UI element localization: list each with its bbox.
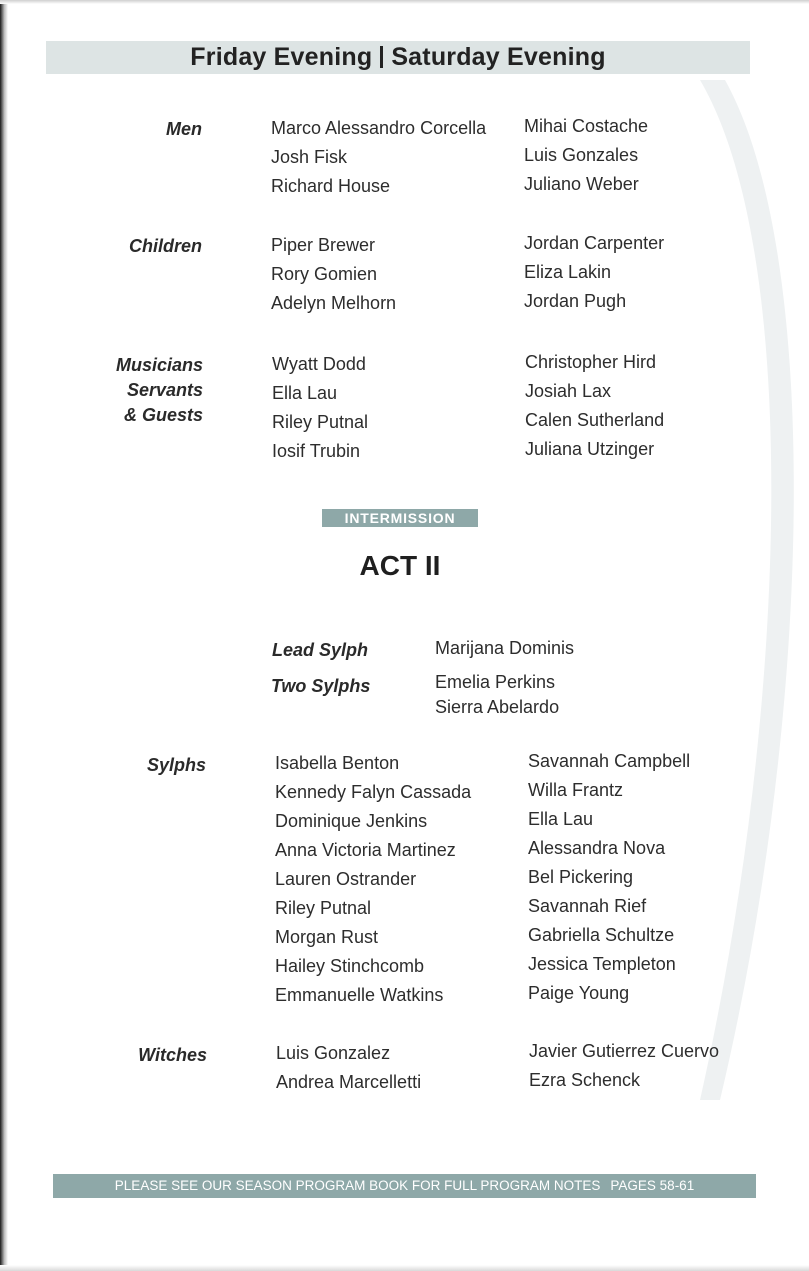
cast-column-friday [271, 114, 486, 201]
cast-name: Willa Frantz [528, 780, 624, 800]
header-divider [380, 46, 383, 68]
cast-name: Jessica Templeton [528, 954, 676, 974]
role-sylphs: Sylphs [146, 755, 206, 775]
cast-name: Richard House [271, 176, 391, 196]
cast-name: Rory Gomien [271, 264, 378, 284]
cast-name: Savannah Rief [528, 896, 647, 916]
cast-name: Gabriella Schultze [528, 925, 675, 945]
cast-name: Riley Putnal [275, 898, 372, 918]
act-title: ACT II [359, 550, 441, 581]
cast-column-saturday [529, 1037, 719, 1095]
cast-name: Hailey Stinchcomb [275, 956, 425, 976]
cast-name: Isabella Benton [275, 753, 400, 773]
cast-name: Ella Lau [528, 809, 594, 829]
cast-name: Javier Gutierrez Cuervo [529, 1041, 720, 1061]
cast-name: Piper Brewer [271, 235, 376, 255]
role-men: Men [166, 119, 202, 139]
cast-name: Eliza Lakin [524, 262, 612, 282]
intermission-label: INTERMISSION [322, 509, 478, 527]
cast-name: Alessandra Nova [528, 838, 666, 858]
cast-name: Luis Gonzales [524, 145, 639, 165]
cast-name: Riley Putnal [272, 412, 369, 432]
cast-name: Savannah Campbell [528, 751, 691, 771]
cast-name: Emelia Perkins [435, 672, 556, 692]
cast-column-friday [275, 749, 471, 1010]
role-lead-sylph: Lead Sylph [272, 640, 369, 660]
cast-column-two-sylphs [435, 670, 559, 720]
cast-name: Ezra Schenck [529, 1070, 641, 1090]
footer-note: PLEASE SEE OUR SEASON PROGRAM BOOK FOR FULL PROGRAM NOTES [114, 1178, 601, 1193]
cast-column-friday [271, 231, 396, 318]
role-musicians-servants-guests: Musicians Servants & Guests [115, 355, 203, 425]
cast-name: Lauren Ostrander [275, 869, 417, 889]
cast-name: Adelyn Melhorn [271, 293, 397, 313]
role-children: Children [128, 236, 202, 256]
cast-name: Wyatt Dodd [272, 354, 366, 374]
cast-name: Iosif Trubin [272, 441, 361, 461]
cast-column-friday [276, 1039, 421, 1097]
cast-name: Paige Young [528, 983, 630, 1003]
cast-name: Marco Alessandro Corcella [271, 118, 487, 138]
role-witches: Witches [138, 1045, 207, 1065]
header-bar [46, 41, 750, 74]
header-saturday: Saturday Evening [391, 43, 606, 71]
cast-name: Luis Gonzalez [276, 1043, 391, 1063]
cast-name: Christopher Hird [525, 352, 657, 372]
footer-bar [53, 1174, 756, 1198]
cast-column-saturday [528, 747, 690, 1008]
cast-name: Anna Victoria Martinez [275, 840, 456, 860]
cast-name: Kennedy Falyn Cassada [275, 782, 472, 802]
role-two-sylphs: Two Sylphs [271, 676, 371, 696]
cast-name: Emmanuelle Watkins [275, 985, 444, 1005]
cast-name: Josh Fisk [271, 147, 348, 167]
footer-pages: PAGES 58-61 [610, 1178, 695, 1193]
cast-name: Calen Sutherland [525, 410, 665, 430]
cast-name: Andrea Marcelletti [276, 1072, 422, 1092]
cast-name: Marijana Dominis [435, 638, 575, 658]
cast-name: Juliano Weber [524, 174, 639, 194]
cast-column-friday [272, 350, 368, 466]
cast-name: Mihai Costache [524, 116, 649, 136]
cast-column-saturday [524, 229, 664, 316]
swoosh-shape [700, 80, 794, 1100]
cast-name: Sierra Abelardo [435, 697, 560, 717]
cast-column-saturday [524, 112, 648, 199]
cast-name: Dominique Jenkins [275, 811, 428, 831]
cast-name: Jordan Carpenter [524, 233, 665, 253]
cast-name: Jordan Pugh [524, 291, 627, 311]
cast-name: Morgan Rust [275, 927, 379, 947]
cast-name: Josiah Lax [525, 381, 612, 401]
cast-name: Bel Pickering [528, 867, 634, 887]
cast-name: Ella Lau [272, 383, 338, 403]
cast-name: Juliana Utzinger [525, 439, 655, 459]
cast-column-lead-sylph [435, 634, 574, 663]
header-friday: Friday Evening [190, 43, 373, 71]
cast-column-saturday [525, 348, 664, 464]
